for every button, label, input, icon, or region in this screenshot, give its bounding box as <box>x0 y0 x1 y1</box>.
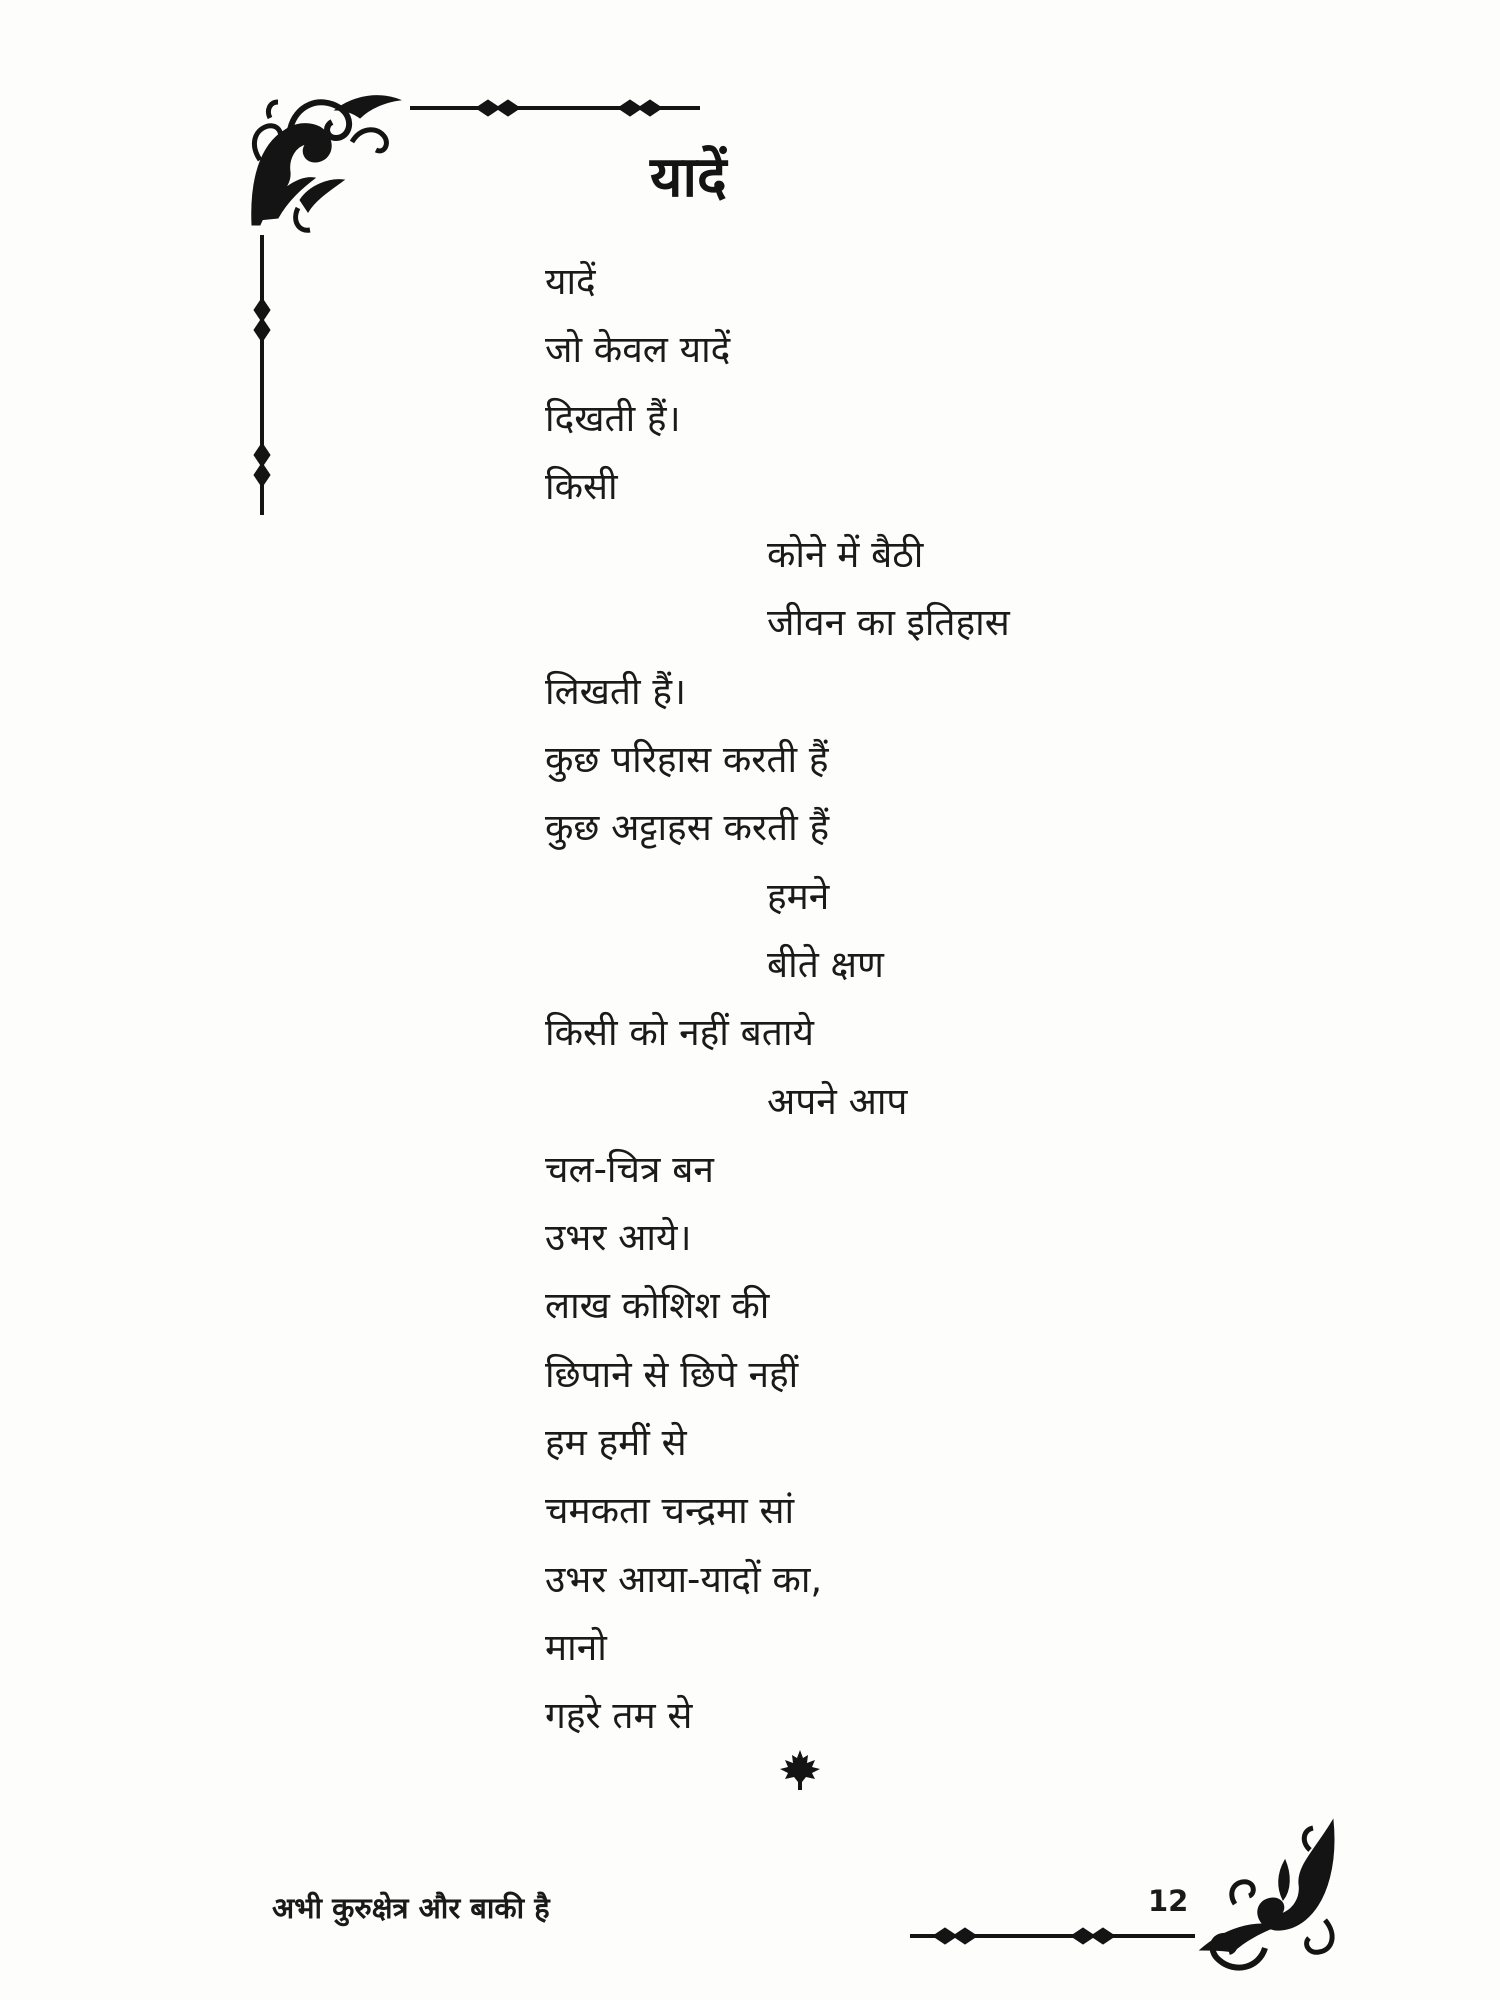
poem-line: गहरे तम से <box>545 1694 693 1738</box>
poem-line: अपने आप <box>767 1079 908 1123</box>
poem-line: मानो <box>545 1625 607 1669</box>
corner-flourish-icon <box>905 1800 1345 1980</box>
poem-line: किसी <box>545 464 618 508</box>
poem-line: छिपाने से छिपे नहीं <box>545 1352 799 1396</box>
poem-line: जो केवल यादें <box>545 328 731 372</box>
poem-line: कोने में बैठी <box>767 533 924 577</box>
poem-line: किसी को नहीं बताये <box>545 1011 814 1055</box>
poem-line: कुछ परिहास करती हैं <box>545 738 829 782</box>
poem-line: उभर आये। <box>545 1216 692 1260</box>
poem-body <box>545 248 1245 1751</box>
poem-line: हम हमीं से <box>545 1421 687 1465</box>
poem-line: चल-चित्र बन <box>545 1147 714 1191</box>
poem-line: दिखती हैं। <box>545 396 681 440</box>
page-number: 12 <box>1148 1884 1189 1918</box>
poem-line: उभर आया-यादों का, <box>545 1557 823 1601</box>
maple-leaf-icon <box>778 1748 822 1792</box>
poem-line: यादें <box>545 260 596 303</box>
poem-line: लिखती हैं। <box>545 669 687 713</box>
poem-line: लाख कोशिश की <box>545 1284 770 1328</box>
poem-title: यादें <box>650 145 727 210</box>
poem-line: चमकता चन्द्रमा सां <box>545 1489 795 1533</box>
poem-line: जीवन का इतिहास <box>767 601 1010 645</box>
poem-line: बीते क्षण <box>767 942 884 986</box>
book-title-footer: अभी कुरुक्षेत्र और बाकी है <box>272 1891 550 1925</box>
poem-line: हमने <box>767 874 830 918</box>
poem-line: कुछ अट्टाहस करती हैं <box>545 806 830 850</box>
